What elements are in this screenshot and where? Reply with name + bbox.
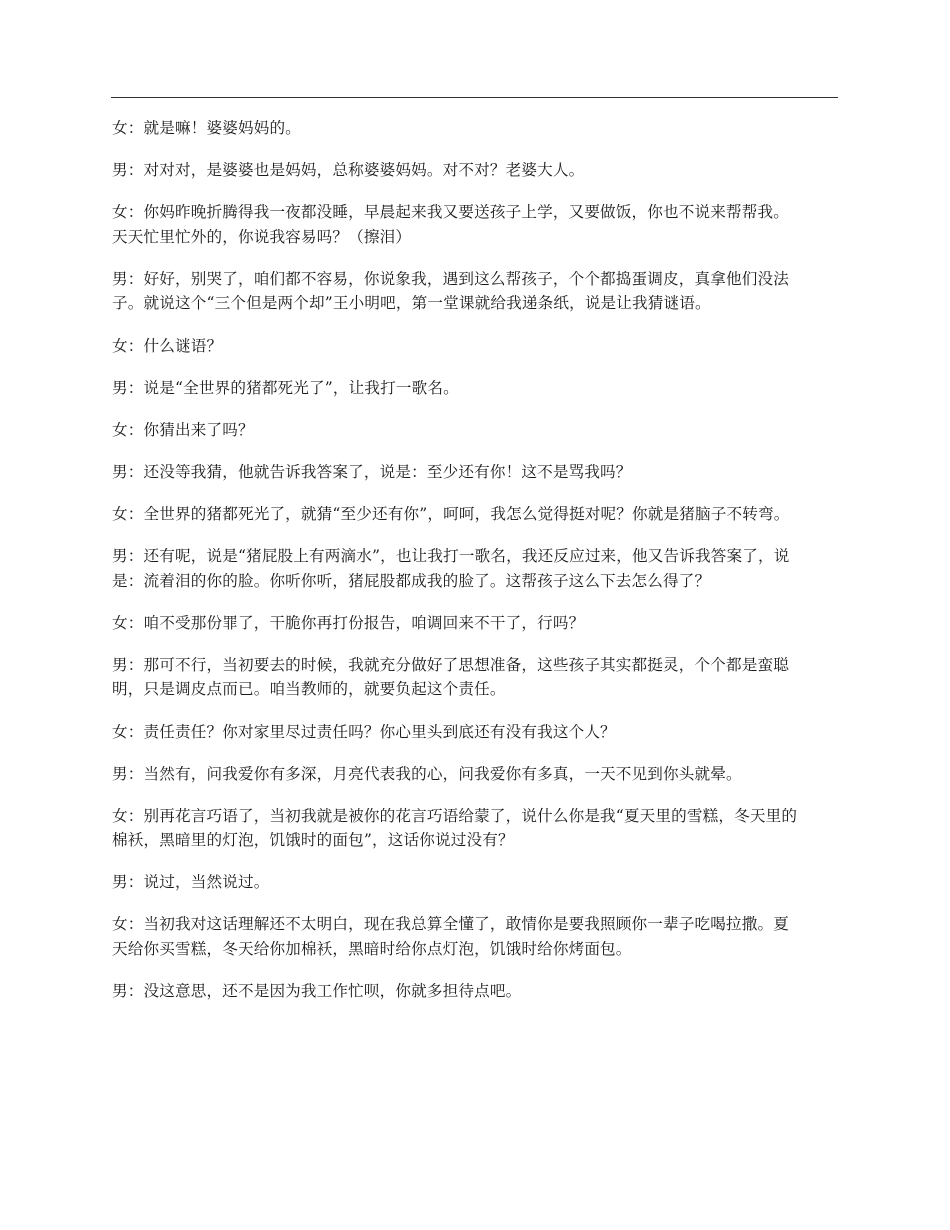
dialogue-line: 男：那可不行，当初要去的时候，我就充分做好了思想准备，这些孩子其实都挺灵，个个都是蛮聪明，只是调皮点而已。咱当教师的，就要负起这个责任。 (112, 655, 789, 699)
dialogue-line: 男：说过，当然说过。 (112, 873, 270, 892)
dialogue-line: 男：对对对，是婆婆也是妈妈，总称婆婆妈妈。对不对？老婆大人。 (112, 161, 585, 180)
dialogue-line: 女：你猜出来了吗？ (112, 420, 254, 439)
dialogue-body (112, 116, 802, 1021)
dialogue-line: 男：当然有，问我爱你有多深，月亮代表我的心，问我爱你有多真，一天不见到你头就晕。 (112, 764, 742, 783)
dialogue-line: 女：全世界的猪都死光了，就猜“至少还有你”，呵呵，我怎么觉得挺对呢？你就是猪脑子不转弯。 (112, 504, 790, 523)
dialogue-line: 女：当初我对这话理解还不太明白，现在我总算全懂了，敢情你是要我照顾你一辈子吃喝拉撒。夏天给你买雪糕，冬天给你加棉袄，黑暗时给你点灯泡，饥饿时给你烤面包。 (112, 915, 789, 959)
dialogue-line: 男：好好，别哭了，咱们都不容易，你说象我，遇到这么帮孩子，个个都捣蛋调皮，真拿他们没法子。就说这个“三个但是两个却”王小明吧，第一堂课就给我递条纸，说是让我猜谜语。 (112, 269, 789, 313)
dialogue-line: 女：别再花言巧语了，当初我就是被你的花言巧语给蒙了，说什么你是我“夏天里的雪糕，冬天里的棉袄，黑暗里的灯泡，饥饿时的面包”，这话你说过没有？ (112, 806, 798, 850)
dialogue-line: 男：还没等我猜，他就告诉我答案了，说是：至少还有你！这不是骂我吗？ (112, 462, 632, 481)
dialogue-line: 男：没这意思，还不是因为我工作忙呗，你就多担待点吧。 (112, 982, 522, 1001)
dialogue-line: 女：就是嘛！婆婆妈妈的。 (112, 119, 301, 137)
dialogue-line: 女：你妈昨晚折腾得我一夜都没睡，早晨起来我又要送孩子上学，又要做饭，你也不说来帮帮我。天天忙里忙外的，你说我容易吗？（擦泪） (112, 203, 789, 246)
dialogue-line: 女：什么谜语？ (112, 336, 223, 355)
header-rule (111, 97, 838, 98)
dialogue-line: 男：说是“全世界的猪都死光了”，让我打一歌名。 (112, 378, 459, 397)
dialogue-line: 男：还有呢，说是“猪屁股上有两滴水”，也让我打一歌名，我还反应过来，他又告诉我答案了，说是：流着泪的你的脸。你听你听，猪屁股都成我的脸了。这帮孩子这么下去怎么得了？ (112, 547, 790, 590)
dialogue-line: 女：责任责任？你对家里尽过责任吗？你心里头到底还有没有我这个人？ (112, 722, 616, 741)
dialogue-line: 女：咱不受那份罪了，干脆你再打份报告，咱调回来不干了，行吗？ (112, 613, 585, 632)
